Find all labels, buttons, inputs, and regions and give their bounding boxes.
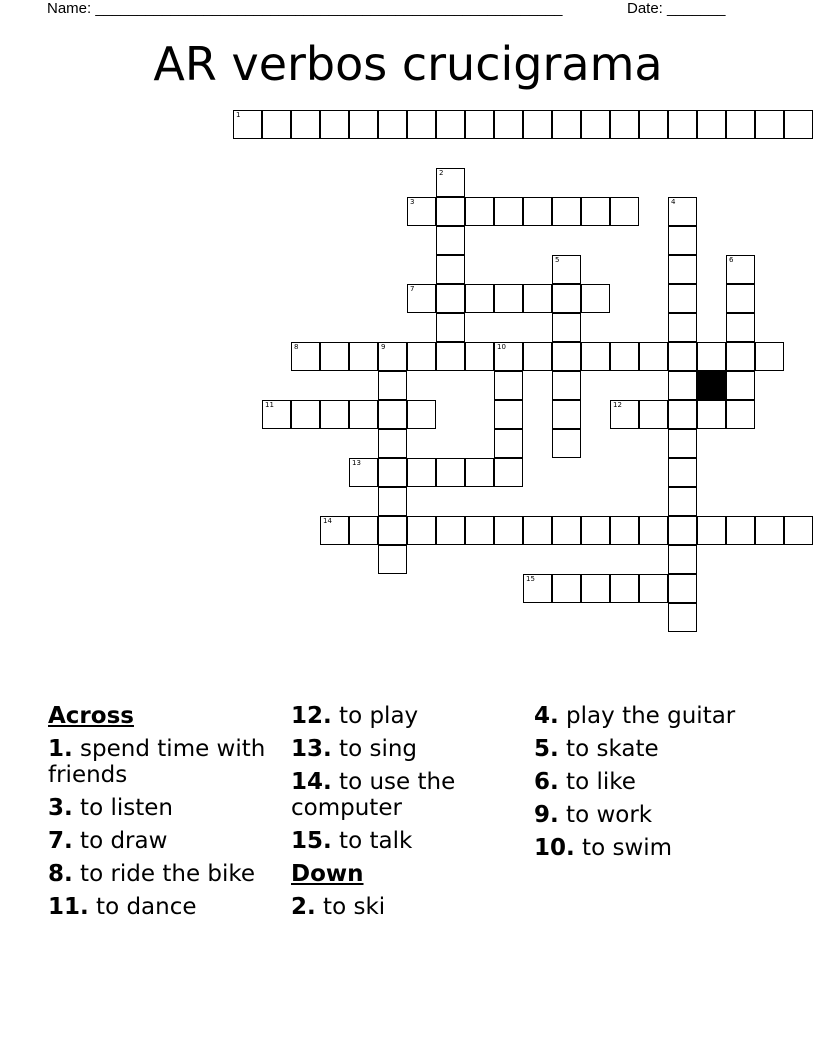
grid-cell[interactable] bbox=[436, 197, 465, 226]
grid-cell[interactable] bbox=[581, 342, 610, 371]
grid-cell[interactable] bbox=[552, 342, 581, 371]
grid-cell[interactable] bbox=[726, 255, 755, 284]
grid-cell[interactable] bbox=[755, 342, 784, 371]
grid-cell[interactable] bbox=[784, 110, 813, 139]
grid-cell[interactable] bbox=[552, 197, 581, 226]
grid-cell[interactable] bbox=[233, 110, 262, 139]
grid-cell[interactable] bbox=[610, 400, 639, 429]
grid-cell[interactable] bbox=[697, 516, 726, 545]
grid-cell[interactable] bbox=[726, 110, 755, 139]
clue-list-col3 bbox=[534, 703, 759, 861]
clue-item bbox=[534, 769, 759, 795]
grid-cell[interactable] bbox=[494, 429, 523, 458]
clue-item-text: to sing bbox=[331, 736, 418, 762]
grid-cell[interactable] bbox=[407, 458, 436, 487]
grid-cell[interactable] bbox=[668, 429, 697, 458]
grid-cell[interactable] bbox=[378, 487, 407, 516]
clue-item bbox=[534, 703, 759, 729]
grid-cell[interactable] bbox=[494, 516, 523, 545]
clue-item-text: to swim bbox=[574, 835, 673, 861]
clue-item-text: to ski bbox=[315, 894, 386, 920]
grid-cell[interactable] bbox=[291, 110, 320, 139]
across-heading: Across bbox=[48, 703, 134, 729]
clue-number: 4 bbox=[671, 198, 676, 206]
grid-cell[interactable] bbox=[349, 110, 378, 139]
grid-cell[interactable] bbox=[581, 284, 610, 313]
grid-cell[interactable] bbox=[581, 574, 610, 603]
grid-cell[interactable] bbox=[784, 516, 813, 545]
grid-cell[interactable] bbox=[465, 110, 494, 139]
grid-cell[interactable] bbox=[668, 545, 697, 574]
clue-item-text: to use the computer bbox=[291, 769, 456, 821]
grid-cell[interactable] bbox=[407, 284, 436, 313]
grid-cell[interactable] bbox=[494, 342, 523, 371]
clue-item bbox=[291, 894, 516, 920]
grid-cell[interactable] bbox=[436, 255, 465, 284]
grid-cell[interactable] bbox=[465, 197, 494, 226]
grid-cell[interactable] bbox=[755, 516, 784, 545]
grid-cell[interactable] bbox=[668, 255, 697, 284]
grid-cell[interactable] bbox=[610, 110, 639, 139]
clue-item-text: to like bbox=[558, 769, 636, 795]
grid-cell[interactable] bbox=[378, 516, 407, 545]
grid-cell[interactable] bbox=[668, 371, 697, 400]
grid-cell[interactable] bbox=[523, 342, 552, 371]
clue-number: 11 bbox=[265, 401, 274, 409]
grid-cell[interactable] bbox=[668, 400, 697, 429]
clue-item bbox=[48, 795, 273, 821]
clue-item-text: to listen bbox=[72, 795, 173, 821]
grid-cell[interactable] bbox=[668, 603, 697, 632]
grid-cell[interactable] bbox=[378, 110, 407, 139]
grid-cell[interactable] bbox=[494, 400, 523, 429]
grid-cell[interactable] bbox=[349, 400, 378, 429]
grid-cell[interactable] bbox=[610, 574, 639, 603]
grid-cell[interactable] bbox=[436, 226, 465, 255]
grid-cell[interactable] bbox=[436, 458, 465, 487]
grid-cell[interactable] bbox=[320, 110, 349, 139]
clue-list-col2-down bbox=[291, 894, 516, 920]
grid-cell[interactable] bbox=[262, 110, 291, 139]
name-field[interactable]: Name: ________________________________________________________ bbox=[47, 0, 563, 17]
clue-item-number: 5. bbox=[534, 736, 559, 762]
clue-item bbox=[534, 835, 759, 861]
grid-cell[interactable] bbox=[349, 458, 378, 487]
grid-cell[interactable] bbox=[726, 284, 755, 313]
grid-cell[interactable] bbox=[581, 197, 610, 226]
grid-cell[interactable] bbox=[494, 197, 523, 226]
grid-cell[interactable] bbox=[552, 371, 581, 400]
grid-cell[interactable] bbox=[262, 400, 291, 429]
clue-item-number: 9. bbox=[534, 802, 559, 828]
grid-cell[interactable] bbox=[436, 110, 465, 139]
clue-item bbox=[48, 894, 273, 920]
clue-number: 6 bbox=[729, 256, 734, 264]
grid-cell[interactable] bbox=[726, 342, 755, 371]
clue-item bbox=[48, 861, 273, 887]
date-field[interactable]: Date: _______ bbox=[627, 0, 726, 17]
clue-item-text: play the guitar bbox=[558, 703, 736, 729]
grid-cell[interactable] bbox=[639, 342, 668, 371]
clue-item bbox=[291, 769, 516, 821]
page-title: AR verbos crucigrama bbox=[153, 37, 663, 91]
grid-cell[interactable] bbox=[494, 458, 523, 487]
clue-number: 15 bbox=[526, 575, 535, 583]
grid-cell[interactable] bbox=[610, 516, 639, 545]
grid-cell[interactable] bbox=[494, 371, 523, 400]
black-cell bbox=[697, 371, 726, 400]
clue-item-number: 13. bbox=[291, 736, 332, 762]
grid-cell[interactable] bbox=[378, 371, 407, 400]
clue-number: 13 bbox=[352, 459, 361, 467]
grid-cell[interactable] bbox=[726, 371, 755, 400]
grid-cell[interactable] bbox=[668, 574, 697, 603]
grid-cell[interactable] bbox=[668, 284, 697, 313]
clue-number: 9 bbox=[381, 343, 386, 351]
grid-cell[interactable] bbox=[465, 284, 494, 313]
grid-cell[interactable] bbox=[668, 226, 697, 255]
grid-cell[interactable] bbox=[291, 342, 320, 371]
clue-item-text: to dance bbox=[88, 894, 197, 920]
grid-cell[interactable] bbox=[755, 110, 784, 139]
clue-item-number: 12. bbox=[291, 703, 332, 729]
grid-cell[interactable] bbox=[610, 342, 639, 371]
grid-cell[interactable] bbox=[349, 342, 378, 371]
grid-cell[interactable] bbox=[726, 313, 755, 342]
clue-item-number: 15. bbox=[291, 828, 332, 854]
grid-cell[interactable] bbox=[378, 458, 407, 487]
clues-column-1 bbox=[48, 703, 273, 927]
grid-cell[interactable] bbox=[291, 400, 320, 429]
clue-item-number: 14. bbox=[291, 769, 332, 795]
clue-number: 3 bbox=[410, 198, 415, 206]
clue-item-text: to work bbox=[558, 802, 653, 828]
grid-cell[interactable] bbox=[407, 110, 436, 139]
clue-item-text: to skate bbox=[558, 736, 659, 762]
clue-item-number: 7. bbox=[48, 828, 73, 854]
clue-item bbox=[534, 736, 759, 762]
clue-list-col1 bbox=[48, 736, 273, 920]
grid-cell[interactable] bbox=[697, 110, 726, 139]
grid-cell[interactable] bbox=[407, 400, 436, 429]
grid-cell[interactable] bbox=[407, 516, 436, 545]
grid-cell[interactable] bbox=[494, 284, 523, 313]
grid-cell[interactable] bbox=[726, 516, 755, 545]
grid-cell[interactable] bbox=[436, 168, 465, 197]
grid-cell[interactable] bbox=[552, 255, 581, 284]
clues-column-2 bbox=[291, 703, 516, 927]
clue-list-col2-across bbox=[291, 703, 516, 854]
grid-cell[interactable] bbox=[407, 342, 436, 371]
grid-cell[interactable] bbox=[523, 197, 552, 226]
grid-cell[interactable] bbox=[407, 197, 436, 226]
clue-item-number: 1. bbox=[48, 736, 73, 762]
grid-cell[interactable] bbox=[465, 458, 494, 487]
clue-number: 10 bbox=[497, 343, 506, 351]
clue-item-text: to ride the bike bbox=[72, 861, 256, 887]
clue-item-text: to play bbox=[331, 703, 419, 729]
grid-cell[interactable] bbox=[523, 284, 552, 313]
grid-cell[interactable] bbox=[465, 516, 494, 545]
grid-cell[interactable] bbox=[378, 342, 407, 371]
clue-number: 5 bbox=[555, 256, 560, 264]
grid-cell[interactable] bbox=[552, 429, 581, 458]
grid-cell[interactable] bbox=[668, 516, 697, 545]
grid-cell[interactable] bbox=[320, 400, 349, 429]
grid-cell[interactable] bbox=[668, 197, 697, 226]
grid-cell[interactable] bbox=[581, 516, 610, 545]
grid-cell[interactable] bbox=[639, 400, 668, 429]
clue-item-number: 3. bbox=[48, 795, 73, 821]
clues-column-3 bbox=[534, 703, 759, 868]
grid-cell[interactable] bbox=[697, 400, 726, 429]
clue-item-number: 2. bbox=[291, 894, 316, 920]
grid-cell[interactable] bbox=[639, 516, 668, 545]
clue-number: 14 bbox=[323, 517, 332, 525]
grid-cell[interactable] bbox=[349, 516, 378, 545]
grid-cell[interactable] bbox=[494, 110, 523, 139]
grid-cell[interactable] bbox=[668, 110, 697, 139]
clue-item bbox=[534, 802, 759, 828]
grid-cell[interactable] bbox=[668, 487, 697, 516]
grid-cell[interactable] bbox=[436, 313, 465, 342]
clue-item-number: 4. bbox=[534, 703, 559, 729]
grid-cell[interactable] bbox=[552, 574, 581, 603]
clue-number: 12 bbox=[613, 401, 622, 409]
grid-cell[interactable] bbox=[436, 342, 465, 371]
clue-number: 2 bbox=[439, 169, 444, 177]
grid-cell[interactable] bbox=[668, 342, 697, 371]
grid-cell[interactable] bbox=[552, 516, 581, 545]
grid-cell[interactable] bbox=[523, 516, 552, 545]
grid-cell[interactable] bbox=[552, 313, 581, 342]
grid-cell[interactable] bbox=[378, 400, 407, 429]
clue-number: 8 bbox=[294, 343, 299, 351]
grid-cell[interactable] bbox=[378, 429, 407, 458]
grid-cell[interactable] bbox=[552, 110, 581, 139]
clue-item-text: to draw bbox=[72, 828, 168, 854]
grid-cell[interactable] bbox=[552, 284, 581, 313]
clue-item bbox=[291, 703, 516, 729]
grid-cell[interactable] bbox=[320, 516, 349, 545]
grid-cell[interactable] bbox=[552, 400, 581, 429]
clue-item bbox=[291, 828, 516, 854]
clue-item-number: 10. bbox=[534, 835, 575, 861]
grid-cell[interactable] bbox=[610, 197, 639, 226]
grid-cell[interactable] bbox=[465, 342, 494, 371]
clue-item-text: to talk bbox=[331, 828, 413, 854]
clue-item-text: spend time with friends bbox=[48, 736, 266, 788]
grid-cell[interactable] bbox=[523, 574, 552, 603]
grid-cell[interactable] bbox=[378, 545, 407, 574]
clue-item bbox=[48, 828, 273, 854]
clue-item bbox=[291, 736, 516, 762]
grid-cell[interactable] bbox=[726, 400, 755, 429]
grid-cell[interactable] bbox=[320, 342, 349, 371]
grid-cell[interactable] bbox=[668, 313, 697, 342]
grid-cell[interactable] bbox=[668, 458, 697, 487]
clue-item-number: 8. bbox=[48, 861, 73, 887]
down-heading: Down bbox=[291, 861, 364, 887]
grid-cell[interactable] bbox=[639, 110, 668, 139]
clue-item-number: 11. bbox=[48, 894, 89, 920]
clue-item-number: 6. bbox=[534, 769, 559, 795]
clue-number: 7 bbox=[410, 285, 415, 293]
clue-number: 1 bbox=[236, 111, 241, 119]
grid-cell[interactable] bbox=[436, 516, 465, 545]
grid-cell[interactable] bbox=[581, 110, 610, 139]
grid-cell[interactable] bbox=[436, 284, 465, 313]
clue-item bbox=[48, 736, 273, 788]
grid-cell[interactable] bbox=[523, 110, 552, 139]
grid-cell[interactable] bbox=[697, 342, 726, 371]
grid-cell[interactable] bbox=[639, 574, 668, 603]
